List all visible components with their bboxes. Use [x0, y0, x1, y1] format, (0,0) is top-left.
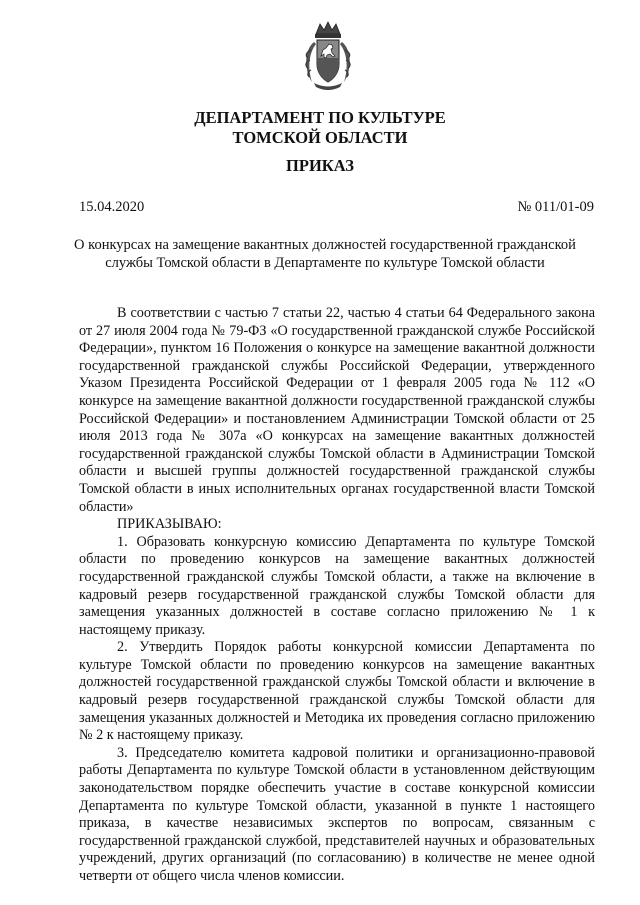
department-line-1: ДЕПАРТАМЕНТ ПО КУЛЬТУРЕ	[194, 108, 446, 127]
department-name	[0, 108, 640, 148]
preamble-paragraph: В соответствии с частью 7 статьи 22, частью 4 статьи 64 Федерального закона от 27 июля 2004 года № 79-ФЗ «О государственной гражданской службе Российской Федерации», пунктом 16 Положения о конкурсе на замещение вакантной должности государственной гражданской службы Российской Федерации, утвержденного Указом Президента Российской Федерации от 1 февраля 2005 года № 112 «О конкурсе на замещение вакантной должности государственной гражданской службы Российской Федерации» и постановлением Администрации Томской области от 25 июля 2013 года № 307а «О конкурсах на замещение вакантных должностей государственной гражданской службы Томской области в Администрации Томской области и высшей группы должностей государственной гражданской службы Томской области в иных исполнительных органах государственной власти Томской области»	[79, 305, 595, 515]
order-word: ПРИКАЗЫВАЮ:	[117, 516, 222, 533]
document-type: ПРИКАЗ	[286, 156, 354, 175]
order-item-2: 2. Утвердить Порядок работы конкурсной комиссии Департамента по культуре Томской области по проведению конкурсов на замещение вакантных должностей государственной гражданской службы Томской области и включение в кадровый резерв государственной гражданской службы Томской области для замещения указанных должностей и Методика их проведения согласно приложению № 2 к настоящему приказу.	[79, 639, 595, 744]
order-number: № 011/01-09	[517, 199, 594, 215]
order-date: 15.04.2020	[79, 199, 145, 215]
order-subject: О конкурсах на замещение вакантных должностей государственной гражданской службы Томской области в Департаменте по культуре Томской области	[74, 237, 576, 271]
department-line-2: ТОМСКОЙ ОБЛАСТИ	[232, 128, 408, 147]
tomsk-oblast-coat-of-arms-icon	[302, 20, 354, 92]
order-body	[79, 305, 595, 886]
order-item-1: 1. Образовать конкурсную комиссию Департамента по культуре Томской области по проведению конкурсов на замещение вакантных должностей государственной гражданской службы Томской области, а также на включение в кадровый резерв государственной гражданской службы Томской области для замещения указанных должностей в составе согласно приложению № 1 к настоящему приказу.	[79, 533, 595, 638]
order-item-3: 3. Председателю комитета кадровой политики и организационно-правовой работы Департамента по культуре Томской области в установленном действующим законодательством порядке обеспечить участие в составе конкурсной комиссии Департамента по культуре Томской области, указанной в пункте 1 настоящего приказа, в качестве независимых экспертов по вопросам, связанным с государственной гражданской службой, представителей научных и образовательных учреждений, других организаций (по согласованию) в количестве не менее одной четверти от общего числа членов комиссии.	[79, 744, 595, 884]
